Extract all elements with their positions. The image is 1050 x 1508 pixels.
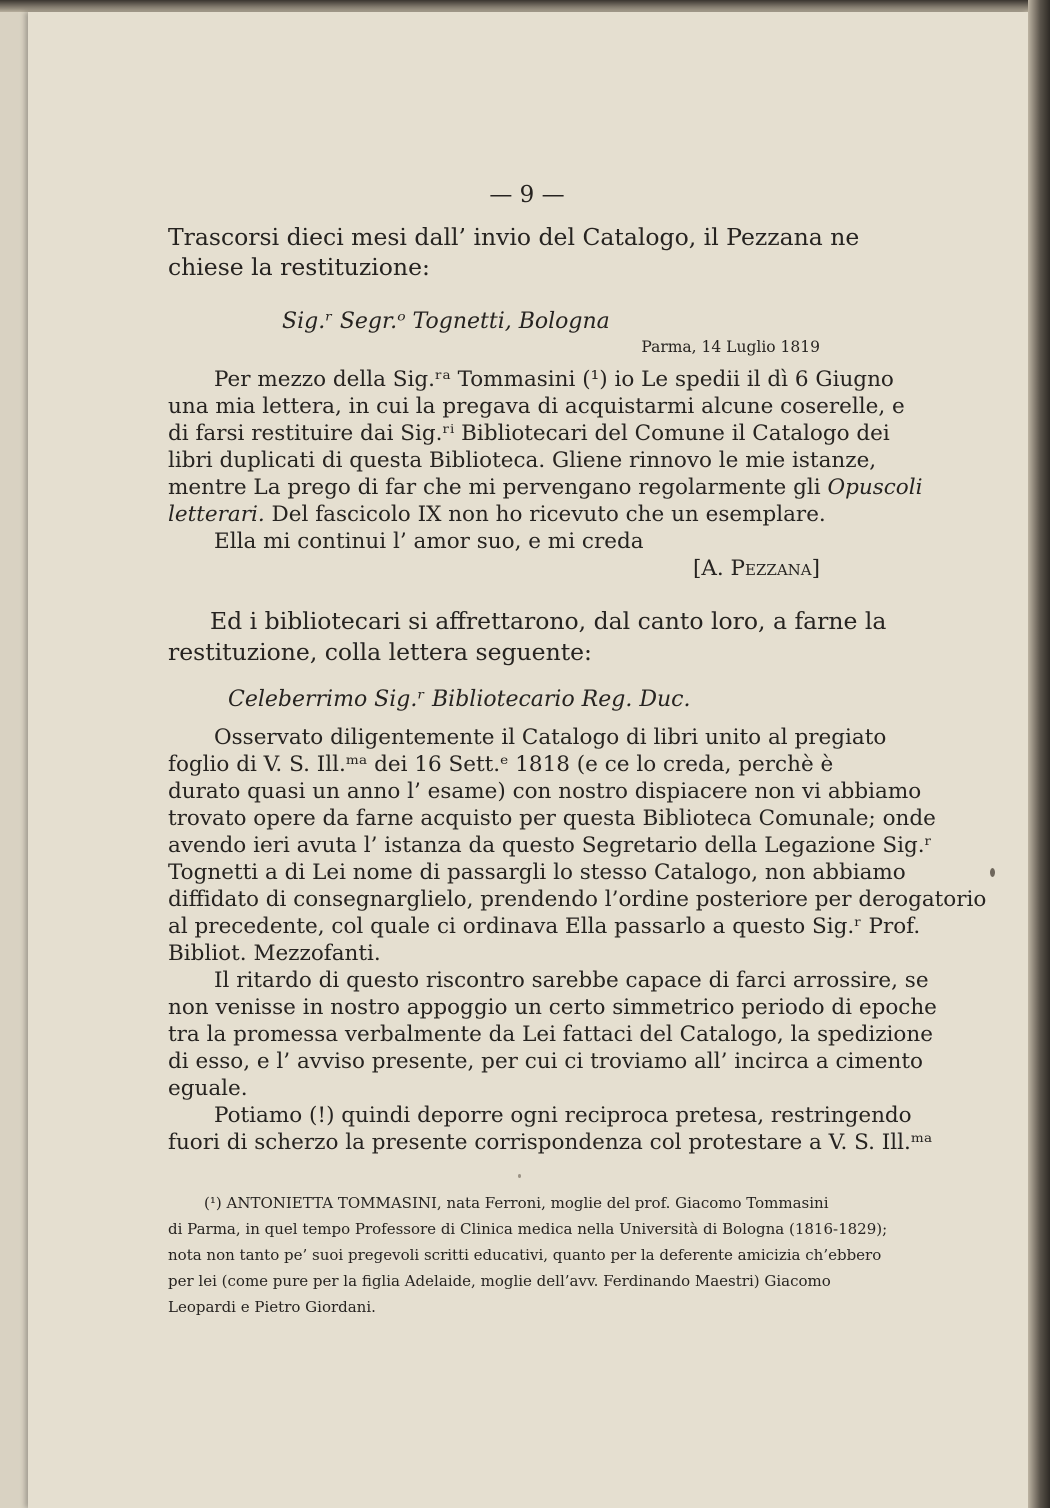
letter2-line-14: eguale. xyxy=(168,1076,248,1101)
letter1-line-5-text: mentre La prego di far che mi pervengano regolarmente gli xyxy=(168,475,821,500)
footnote-line-1: (¹) ANTONIETTA TOMMASINI, nata Ferroni, moglie del prof. Giacomo Tommasini xyxy=(204,1194,829,1212)
letter1-line-3: di farsi restituire dai Sig.ʳⁱ Bibliotecari del Comune il Catalogo dei xyxy=(168,421,890,446)
letter2-line-13: di esso, e l’ avviso presente, per cui ci troviamo all’ incirca a cimento xyxy=(168,1049,923,1074)
scan-top-edge xyxy=(0,0,1050,12)
scan-right-edge xyxy=(1028,0,1050,1508)
letter2-line-16: fuori di scherzo la presente corrispondenza col protestare a V. S. Ill.ᵐᵃ xyxy=(168,1130,933,1155)
footnote-line-2: di Parma, in quel tempo Professore di Clinica medica nella Università di Bologna (1816-1829); xyxy=(168,1220,888,1238)
letter2-line-15: Potiamo (!) quindi deporre ogni reciproca pretesa, restringendo xyxy=(214,1103,912,1128)
footnote-line-5: Leopardi e Pietro Giordani. xyxy=(168,1298,376,1316)
letter2-line-6: Tognetti a di Lei nome di passargli lo stesso Catalogo, non abbiamo xyxy=(168,860,906,885)
letter1-closing: Ella mi continui l’ amor suo, e mi creda xyxy=(214,529,644,554)
letter2-line-1: Osservato diligentemente il Catalogo di libri unito al pregiato xyxy=(214,725,887,750)
letter1-dateline: Parma, 14 Luglio 1819 xyxy=(641,338,820,356)
letter2-line-4: trovato opere da farne acquisto per questa Biblioteca Comunale; onde xyxy=(168,806,936,831)
letter2-line-12: tra la promessa verbalmente da Lei fattaci del Catalogo, la spedizione xyxy=(168,1022,933,1047)
bridge-line-1: Ed i bibliotecari si affrettarono, dal canto loro, a farne la xyxy=(210,607,887,635)
page-number: — 9 — xyxy=(489,182,565,208)
letter1-line-5 xyxy=(168,474,923,501)
ink-speck xyxy=(518,1174,521,1178)
letter1-salutation: Sig.ʳ Segr.ᵒ Tognetti, Bologna xyxy=(282,309,610,334)
letter2-line-2: foglio di V. S. Ill.ᵐᵃ dei 16 Sett.ᵉ 1818 (e ce lo creda, perchè è xyxy=(168,752,834,777)
letter1-line-1: Per mezzo della Sig.ʳᵃ Tommasini (¹) io Le spedii il dì 6 Giugno xyxy=(214,367,894,392)
letter1-line-2: una mia lettera, in cui la pregava di acquistarmi alcune coserelle, e xyxy=(168,394,905,419)
letter1-opuscoli: Opuscoli xyxy=(827,475,923,500)
letter2-salutation: Celeberrimo Sig.ʳ Bibliotecario Reg. Duc. xyxy=(228,687,691,712)
letter1-line-4: libri duplicati di questa Biblioteca. Gliene rinnovo le mie istanze, xyxy=(168,448,877,473)
letter1-line-6 xyxy=(168,501,826,528)
intro-line-1: Trascorsi dieci mesi dall’ invio del Catalogo, il Pezzana ne xyxy=(168,223,860,251)
letter2-line-7: diffidato di consegnarglielo, prendendo l’ordine posteriore per derogatorio xyxy=(168,887,987,912)
letter2-line-10: Il ritardo di questo riscontro sarebbe capace di farci arrossire, se xyxy=(214,968,929,993)
ink-speck xyxy=(990,868,995,877)
footnote-line-4: per lei (come pure per la figlia Adelaide, moglie dell’avv. Ferdinando Maestri) Giacomo xyxy=(168,1272,831,1290)
letter2-line-3: durato quasi un anno l’ esame) con nostro dispiacere non vi abbiamo xyxy=(168,779,922,804)
intro-line-2: chiese la restituzione: xyxy=(168,253,430,281)
letter2-line-11: non venisse in nostro appoggio un certo simmetrico periodo di epoche xyxy=(168,995,937,1020)
footnote-line-3: nota non tanto pe’ suoi pregevoli scritti educativi, quanto per la deferente amicizia ch’ebbero xyxy=(168,1246,882,1264)
letter1-signature: [A. Pezzana] xyxy=(692,556,820,581)
bridge-line-2: restituzione, colla lettera seguente: xyxy=(168,638,592,666)
letter2-line-5: avendo ieri avuta l’ istanza da questo Segretario della Legazione Sig.ʳ xyxy=(168,833,933,858)
letter1-line-6-text: Del fascicolo IX non ho ricevuto che un esemplare. xyxy=(271,502,826,527)
letter2-line-8: al precedente, col quale ci ordinava Ella passarlo a questo Sig.ʳ Prof. xyxy=(168,914,921,939)
letter1-letterari: letterari. xyxy=(168,502,265,527)
letter2-line-9: Bibliot. Mezzofanti. xyxy=(168,941,381,966)
